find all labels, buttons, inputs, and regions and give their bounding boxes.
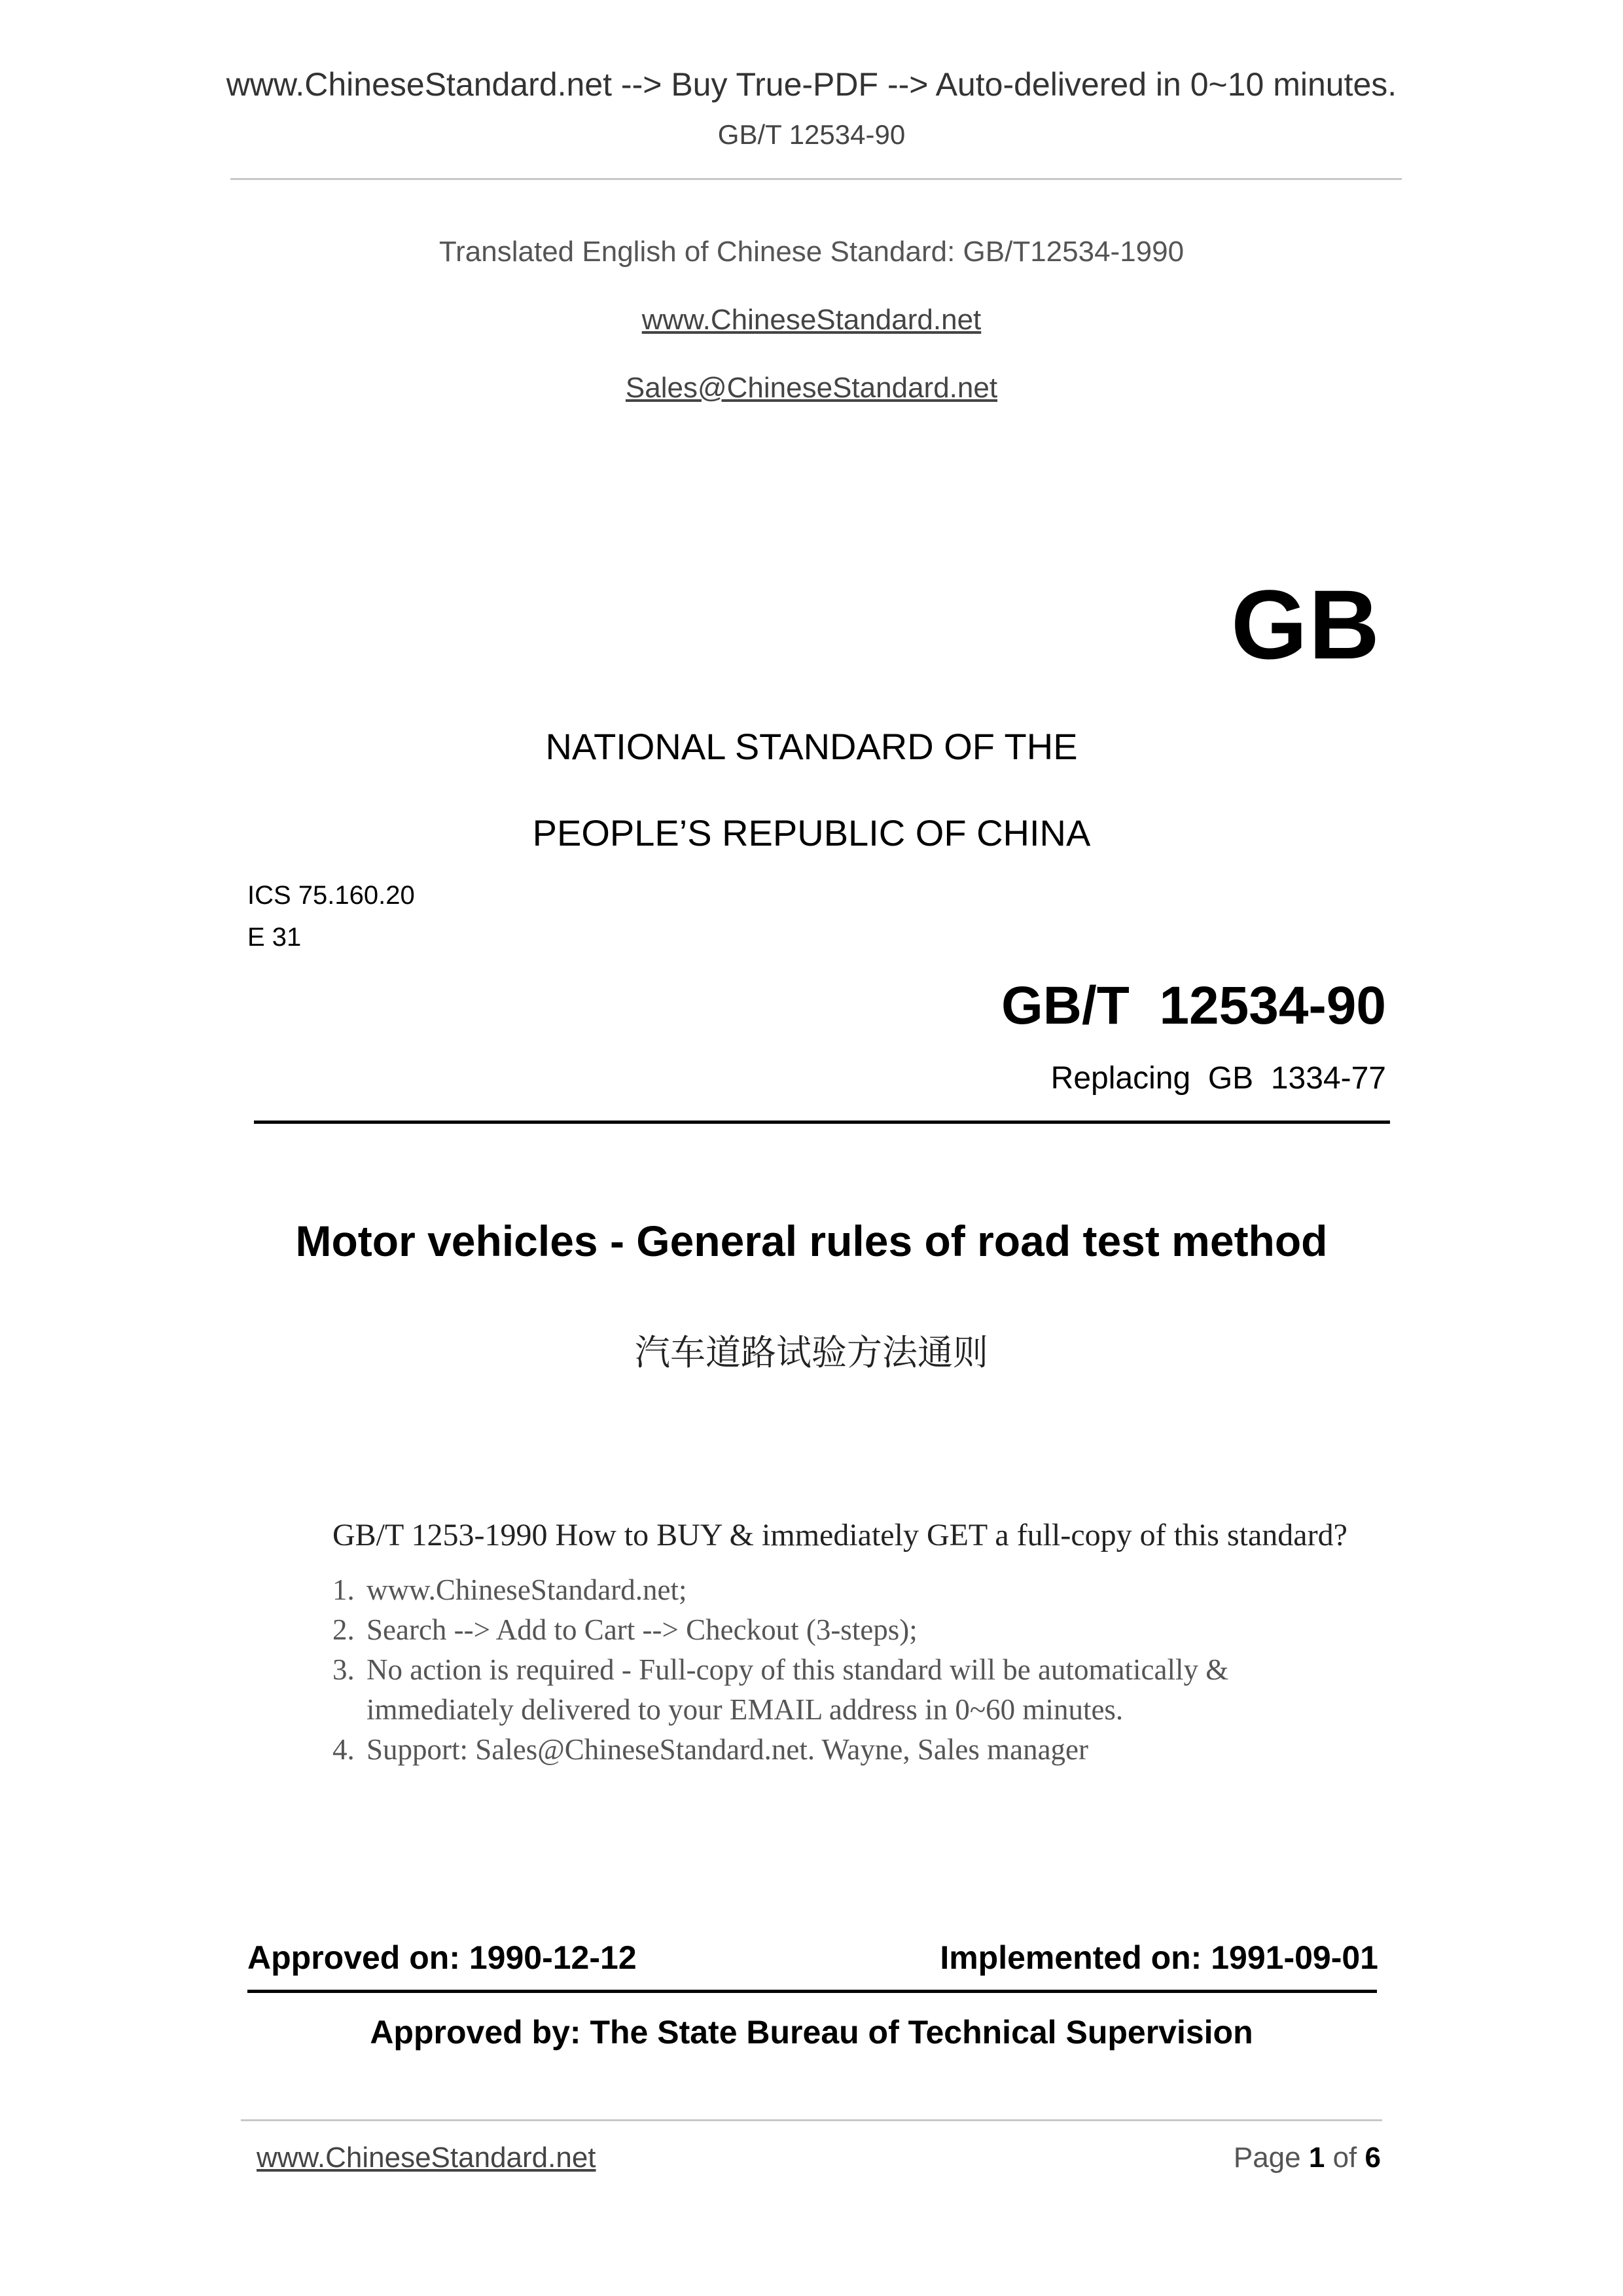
step-number: 1. [332,1573,355,1606]
step-text: No action is required - Full-copy of this standard will be automatically & immediately delivered to your EMAIL address in 0~60 minutes. [366,1653,1229,1726]
footer-website-link[interactable]: www.ChineseStandard.net [257,2142,596,2174]
standard-number: GB/T 12534-90 [1001,976,1386,1035]
national-standard-line2: PEOPLE’S REPUBLIC OF CHINA [532,812,1091,853]
step-number: 4. [332,1733,355,1766]
list-item [332,1610,1380,1650]
page-current: 1 [1308,2142,1325,2174]
footer-divider [241,2119,1382,2121]
title-chinese: 汽车道路试验方法通则 [635,1333,988,1372]
purchase-info [332,1517,1380,1770]
ics-code: ICS 75.160.20 [247,881,415,910]
approved-by: Approved by: The State Bureau of Technical Supervision [370,2014,1253,2051]
title-divider [254,1121,1390,1124]
translated-notice: Translated English of Chinese Standard: GB/T12534-1990 [438,236,1185,268]
step-number: 2. [332,1613,355,1646]
list-item [332,1730,1380,1770]
page-total: 6 [1364,2142,1381,2174]
header-banner: www.ChineseStandard.net --> Buy True-PDF --> Auto-delivered in 0~10 minutes. [226,66,1397,103]
sales-email-link[interactable]: Sales@ChineseStandard.net [625,372,998,404]
website-link[interactable]: www.ChineseStandard.net [641,304,982,336]
classification-code: E 31 [247,923,302,952]
replacing-standard: Replacing GB 1334-77 [1050,1061,1386,1096]
dates-divider [247,1990,1377,1993]
step-number: 3. [332,1653,355,1686]
intro-email-row [0,372,1623,404]
approved-on-date: Approved on: 1990-12-12 [247,1939,637,1976]
page-prefix: Page [1233,2142,1301,2174]
step-text: Support: Sales@ChineseStandard.net. Wayne, Sales manager [366,1733,1089,1766]
gb-logo: GB [1231,569,1381,679]
intro-website-row [0,304,1623,336]
implemented-on-date: Implemented on: 1991-09-01 [940,1939,1378,1976]
title-english: Motor vehicles - General rules of road test method [295,1217,1328,1265]
list-item [332,1650,1380,1730]
step-text: Search --> Add to Cart --> Checkout (3-steps); [366,1613,918,1646]
header-doc-id: GB/T 12534-90 [717,119,906,150]
header-divider [230,178,1402,180]
purchase-steps [332,1570,1380,1770]
page-indicator [1234,2142,1381,2174]
national-standard-line1: NATIONAL STANDARD OF THE [545,726,1078,767]
page-of: of [1332,2142,1357,2174]
list-item [332,1570,1380,1610]
purchase-heading: GB/T 1253-1990 How to BUY & immediately GET a full-copy of this standard? [332,1518,1347,1552]
step-text: www.ChineseStandard.net; [366,1573,687,1606]
